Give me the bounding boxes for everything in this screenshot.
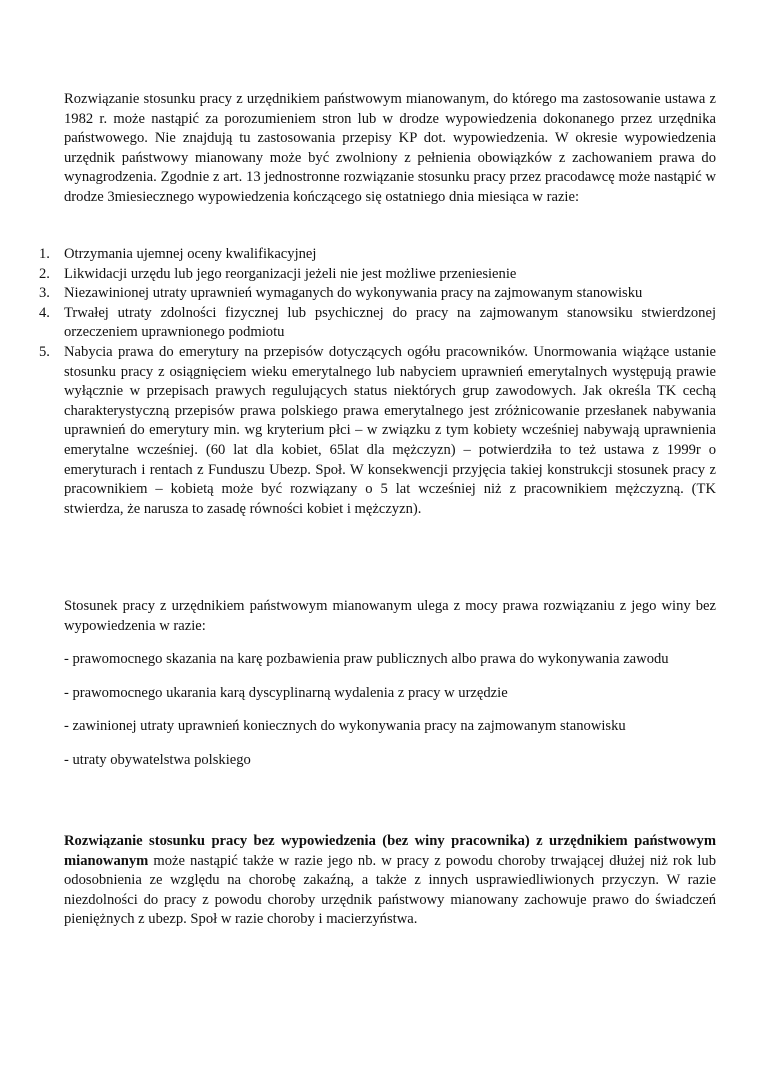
list-item-number: 4. <box>39 304 50 321</box>
section3-text: może nastąpić także w razie jego nb. w pracy z powodu choroby trwającej dłużej niż rok lub odosobnienia ze względu na chorobę zakaźną, a także z innych usprawiedliwionych przyczyn. W razie niezdolności do pracy z powodu choroby urzędnik państwowy mianowany zachowuje prawo do świadczeń pieniężnych z ubezp. Społ w razie choroby i macierzyństwa. <box>64 852 716 928</box>
list-item-text: Likwidacji urzędu lub jego reorganizacji jeżeli nie jest możliwe przeniesienie <box>64 265 517 282</box>
section2-item: - prawomocnego ukarania karą dyscyplinarną wydalenia z pracy w urzędzie <box>64 684 508 701</box>
termination-reasons-list <box>0 245 760 519</box>
dismissal-without-fault-section <box>64 832 716 930</box>
section2-item: - utraty obywatelstwa polskiego <box>64 751 251 768</box>
section2-item: - prawomocnego skazania na karę pozbawienia praw publicznych albo prawa do wykonywania zawodu <box>64 651 669 668</box>
list-item-number: 5. <box>39 343 50 360</box>
intro-section <box>64 90 716 208</box>
list-item <box>0 284 716 304</box>
section3-bold-heading: Rozwiązanie stosunku pracy bez wypowiedzenia (bez winy pracownika) z urzędnikiem państwowym mianowanym <box>64 833 716 869</box>
list-item <box>0 343 716 519</box>
dismissal-with-fault-section <box>64 597 716 785</box>
list-item-number: 1. <box>39 246 50 262</box>
list-item <box>0 245 716 265</box>
intro-paragraph: Rozwiązanie stosunku pracy z urzędnikiem państwowym mianowanym, do którego ma zastosowanie ustawa z 1982 r. może nastąpić za porozumieniem stron lub w drodze wypowiedzenia dokonanego przez urzędnika państwowego. Nie znajdują tu zastosowania przepisy KP dot. wypowiedzenia. W okresie wypowiedzenia urzędnik państwowy mianowany może być zwolniony z pełnienia obowiązków z zachowaniem prawa do wynagrodzenia. Zgodnie z art. 13 jednostronne rozwiązanie stosunku pracy przez pracodawcę może nastąpić w drodze 3miesiecznego wypowiedzenia kończącego się ostatniego dnia miesiąca w razie: <box>64 91 716 205</box>
list-item <box>0 304 716 343</box>
list-item-text: Otrzymania ujemnej oceny kwalifikacyjnej <box>64 246 317 262</box>
section2-item: - zawinionej utraty uprawnień koniecznych do wykonywania pracy na zajmowanym stanowisku <box>64 718 626 735</box>
list-item-text: Trwałej utraty zdolności fizycznej lub psychicznej do pracy na zajmowanym stanowsiku stwierdzonej orzeczeniem uprawnionego podmiotu <box>64 304 716 341</box>
section3-paragraph <box>64 832 716 930</box>
list-item-number: 3. <box>39 285 50 302</box>
list-item-number: 2. <box>39 265 50 282</box>
list-item-text: Nabycia prawa do emerytury na przepisów dotyczących ogółu pracowników. Unormowania wiążące ustanie stosunku pracy z osiągnięciem wieku emerytalnego lub nabyciem uprawnień emerytalnych występują prawie wyłącznie w przepisach prawych regulujących status niektórych grup zawodowych. Jak określa TK cechą charakterystyczną przepisów prawa polskiego prawa emerytalnego jest zróżnicowanie przesłanek nabywania uprawnień do emerytury min. wg kryterium płci – w związku z tym kobiety wcześniej nabywają uprawnienia emerytalne wcześniej. (60 lat dla kobiet, 65lat dla mężczyzn) – potwierdziła to też ustawa z 1999r o emeryturach i rentach z Funduszu Ubezp. Społ. W konsekwencji przyjęcia takiej konstrukcji stosunek pracy z pracownikiem – kobietą może być rozwiązany o 5 lat wcześniej niż z pracownikiem mężczyzną. (TK stwierdza, że narusza to zasadę równości kobiet i mężczyzn). <box>64 343 716 517</box>
list-item <box>0 265 716 285</box>
list-item-text: Niezawinionej utraty uprawnień wymaganych do wykonywania pracy na zajmowanym stanowisku <box>64 285 643 302</box>
section2-intro: Stosunek pracy z urzędnikiem państwowym mianowanym ulega z mocy prawa rozwiązaniu z jego winy bez wypowiedzenia w razie: <box>64 598 716 634</box>
